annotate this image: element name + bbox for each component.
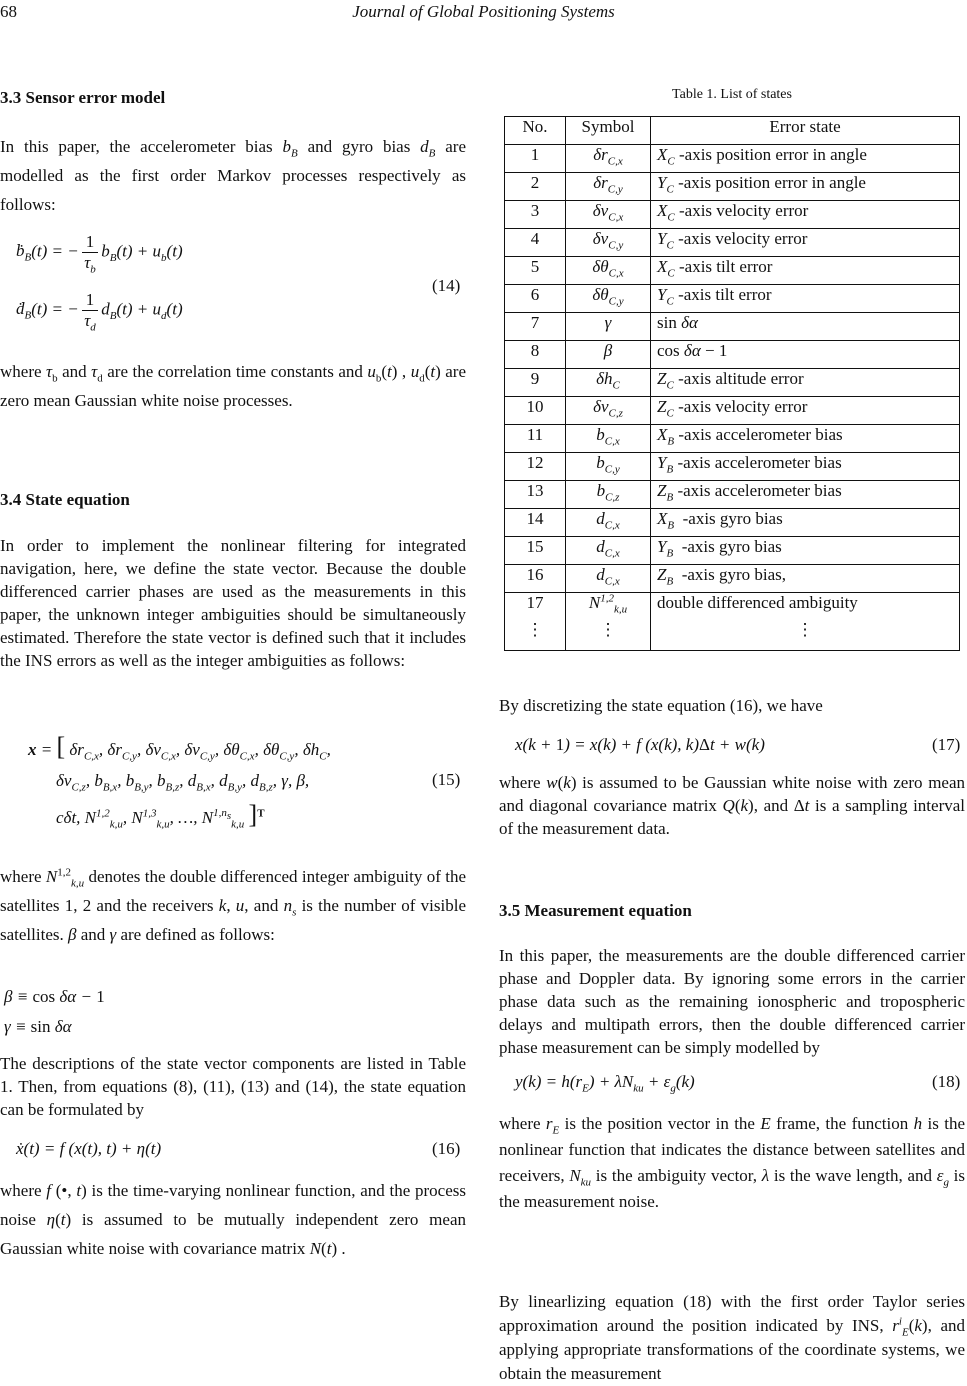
table-header-row [505,117,960,145]
row-symbol: ⋮ [566,620,651,651]
row-symbol: $b_{C,x}$ [566,425,651,453]
row-description: $Y_B$ -axis gyro bias [651,537,960,565]
paragraph-after-eq18: where $r_E$ is the position vector in the E frame, the function h is the nonlinear function that indicates the distance between satellites and receivers, $N_{ku}$ is the ambiguity vector, λ is the wave length, and $\varepsilon_g$ is the measurement noise. [499,1114,966,1211]
table-row [505,397,960,425]
table-row [505,201,960,229]
row-symbol: $\delta\theta_{C,x}$ [566,257,651,285]
paragraph-discretize: By discretizing the state equation (16), we have [499,696,823,715]
row-description: $Y_C$ -axis tilt error [651,285,960,313]
row-symbol: N$^{1,2}_{k,u}$ [566,593,651,621]
row-number: 16 [505,565,566,593]
table-row [505,313,960,341]
table-row [505,453,960,481]
row-number: ⋮ [505,620,566,651]
equation-15-line3: cδt, N$^{1,2}_{k,u}$, N$^{1,3}_{k,u}$, …, $N^{1,n_s}_{k,u}$ ]$^T$ [56,800,265,831]
table-row [505,425,960,453]
row-description: $Y_C$ -axis velocity error [651,229,960,257]
row-symbol: $b_{C,z}$ [566,481,651,509]
row-number: 7 [505,313,566,341]
paragraph-sensor-intro: In this paper, the accelerometer bias $b_B$ and gyro bias $d_B$ are modelled as the first order Markov processes respectively as follows: [0,137,466,214]
column-header-symbol: Symbol [566,117,651,145]
row-symbol: $b_{C,y}$ [566,453,651,481]
row-description: $Z_C$ -axis velocity error [651,397,960,425]
section-heading-3-3: 3.3 Sensor error model [0,88,166,107]
row-description: $Z_B$ -axis accelerometer bias [651,481,960,509]
states-table [504,116,960,651]
row-number: 2 [505,173,566,201]
row-description: cos δα − 1 [651,341,960,369]
row-symbol: $\delta v_{C,z}$ [566,397,651,425]
table-caption: Table 1. List of states [672,87,792,102]
section-heading-3-4: 3.4 State equation [0,490,130,509]
paragraph-state-intro: In order to implement the nonlinear filtering for integrated navigation, here, we define the state vector. Because the double differenced carrier phases are used as the measurements in this paper, the unknown integer ambiguities should be simultaneously estimated. Therefore the state vector is defined such that it includes the INS errors as well as the integer ambiguities as follows: [0,536,466,670]
row-number: 11 [505,425,566,453]
row-description: $Z_C$ -axis altitude error [651,369,960,397]
paragraph-linearizing: By linearlizing equation (18) with the first order Taylor series approximation around the position indicated by INS, $r^i_E(k)$, and applying appropriate transformations of the coordinate systems, we obtain the measurement [499,1292,965,1383]
paragraph-measurement-intro: In this paper, the measurements are the double differenced carrier phase and Doppler data. By ignoring some errors in the carrier phase data such as the remaining ionospheric and tropospheric delays and multipath errors, then the double differenced carrier phase measurement can be simply modelled by [499,946,965,1057]
row-symbol: $d_{C,x}$ [566,537,651,565]
row-description: $Y_C$ -axis position error in angle [651,173,960,201]
row-number: 4 [505,229,566,257]
paragraph-after-eq14: where $\tau_b$ and $\tau_d$ are the correlation time constants and $u_b(t)$ , $u_d(t)$ are zero mean Gaussian white noise processes. [0,362,466,410]
row-symbol: γ [566,313,651,341]
row-number: 3 [505,201,566,229]
table-row [505,593,960,621]
row-number: 5 [505,257,566,285]
equation-14-line1: ḃ$_B$(t) = − $\frac{1}{\tau_b}$ $b_B(t) + u_b(t)$ [16,232,183,276]
paragraph-after-eq17: where w(k) is assumed to be Gaussian white noise with zero mean and diagonal covariance matrix Q(k), and Δt is a sampling interval of the measurement data. [499,773,966,838]
column-header-no: No. [505,117,566,145]
row-description: $X_C$ -axis position error in angle [651,145,960,173]
equation-15-line1: x = [ $\delta r_{C,x}$, $\delta r_{C,y}$, $\delta v_{C,x}$, $\delta v_{C,y}$, $\delta\theta_{C,x}$, $\delta\theta_{C,y}$, $\delta h_C$, [28,732,331,763]
equation-16: ẋ(t) = f (x(t), t) + η(t) [16,1139,162,1158]
equation-15-line2: $\delta v_{C,z}$, $b_{B,x}$, $b_{B,y}$, $b_{B,z}$, $d_{B,x}$, $d_{B,y}$, $d_{B,z}$, γ, β, [56,771,310,794]
row-description: $Z_B$ -axis gyro bias, [651,565,960,593]
table-row [505,145,960,173]
table-row [505,369,960,397]
table-row [505,257,960,285]
table-row [505,341,960,369]
table-row [505,481,960,509]
page-number: 68 [0,2,17,21]
row-number: 17 [505,593,566,621]
paragraph-after-eq16: where f (•, t) is the time-varying nonlinear function, and the process noise η(t) is assumed to be mutually independent zero mean Gaussian white noise with covariance matrix N(t) . [0,1181,466,1258]
equation-15-number: (15) [432,770,461,789]
journal-title: Journal of Global Positioning Systems [352,2,615,21]
row-symbol: $\delta r_{C,x}$ [566,145,651,173]
row-number: 14 [505,509,566,537]
row-symbol: $d_{C,x}$ [566,565,651,593]
table-row [505,565,960,593]
table-row [505,509,960,537]
row-number: 13 [505,481,566,509]
row-number: 6 [505,285,566,313]
section-heading-3-5: 3.5 Measurement equation [499,901,692,920]
equation-14-number: (14) [432,276,461,295]
table-row [505,229,960,257]
row-description: $X_B$ -axis gyro bias [651,509,960,537]
row-number: 1 [505,145,566,173]
row-number: 15 [505,537,566,565]
equation-17-number: (17) [932,735,961,754]
row-description: double differenced ambiguity [651,593,960,621]
column-header-error-state: Error state [651,117,960,145]
row-description: ⋮ [651,620,960,651]
paragraph-after-eq15: where N$^{1,2}_{k,u}$ denotes the double differenced integer ambiguity of the satellites 1, 2 and the receivers k, u, and $n_s$ is the number of visible satellites. β and γ are defined as follows: [0,866,467,944]
row-description: $Y_B$ -axis accelerometer bias [651,453,960,481]
row-symbol: $\delta r_{C,y}$ [566,173,651,201]
row-symbol: $\delta v_{C,y}$ [566,229,651,257]
table-row-ellipsis [505,620,960,651]
row-description: $X_C$ -axis velocity error [651,201,960,229]
row-symbol: $d_{C,x}$ [566,509,651,537]
table-row [505,285,960,313]
paragraph-table-reference: The descriptions of the state vector components are listed in Table 1. Then, from equations (8), (11), (13) and (14), the state equation can be formulated by [0,1054,466,1119]
row-symbol: $\delta h_C$ [566,369,651,397]
equation-16-number: (16) [432,1139,461,1158]
row-number: 10 [505,397,566,425]
row-number: 12 [505,453,566,481]
row-symbol: β [566,341,651,369]
definition-gamma: γ ≡ sin δα [4,1017,72,1036]
row-description: sin δα [651,313,960,341]
definition-beta: β ≡ cos δα − 1 [4,987,105,1006]
equation-17: x(k + 1) = x(k) + f (x(k), k)Δt + w(k) [515,735,765,754]
row-number: 8 [505,341,566,369]
row-symbol: $\delta v_{C,x}$ [566,201,651,229]
row-description: $X_C$ -axis tilt error [651,257,960,285]
row-number: 9 [505,369,566,397]
equation-14-line2: ḋ$_B$(t) = − $\frac{1}{\tau_d}$ $d_B(t) + u_d(t)$ [16,290,183,334]
table-row [505,537,960,565]
equation-18: $y(k) = h(r_E) + \lambda N_{ku} + \varepsilon_g(k)$ [515,1072,695,1095]
equation-18-number: (18) [932,1072,961,1091]
table-row [505,173,960,201]
row-symbol: $\delta\theta_{C,y}$ [566,285,651,313]
row-description: $X_B$ -axis accelerometer bias [651,425,960,453]
